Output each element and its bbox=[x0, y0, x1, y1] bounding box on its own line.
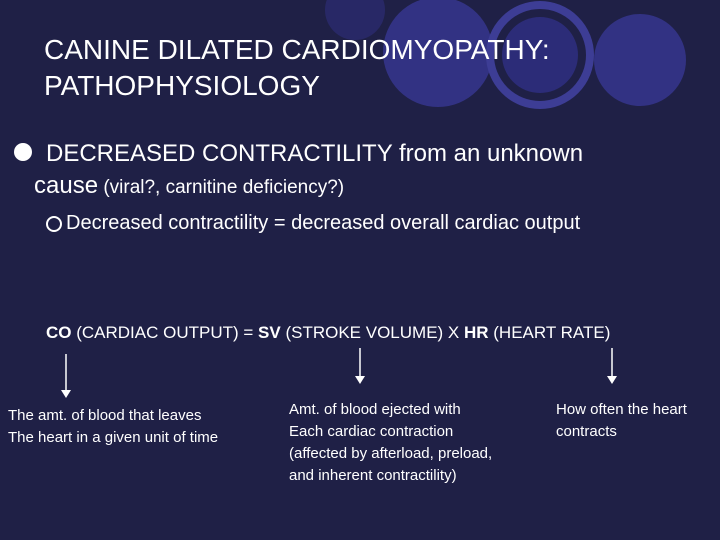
main-bullet-causes-list: (viral?, carnitine deficiency?) bbox=[98, 177, 345, 198]
formula-co-full: (CARDIAC OUTPUT) = bbox=[71, 323, 259, 342]
main-bullet-line-1: DECREASED CONTRACTILITY from an unknown bbox=[46, 140, 584, 167]
definition-cardiac-output bbox=[8, 405, 218, 449]
definition-co-line-2: The heart in a given unit of time bbox=[8, 429, 219, 446]
definition-co-line-1: The amt. of blood that leaves bbox=[8, 407, 202, 424]
bullet-ring-icon bbox=[46, 216, 62, 232]
bullet-dot-icon bbox=[14, 143, 32, 161]
definition-sv-line-3: (affected by afterload, preload, bbox=[289, 445, 493, 462]
definition-hr-line-1: How often the heart bbox=[556, 401, 687, 418]
title-line-1: CANINE DILATED CARDIOMYOPATHY: bbox=[44, 34, 550, 65]
arrow-down-icon bbox=[352, 346, 368, 386]
page-title bbox=[44, 32, 684, 104]
formula-hr-abbr: HR bbox=[463, 323, 489, 342]
definition-hr-line-2: contracts bbox=[556, 423, 617, 440]
title-line-2: PATHOPHYSIOLOGY bbox=[44, 70, 320, 101]
definition-heart-rate bbox=[556, 399, 687, 443]
formula-co-abbr: CO bbox=[46, 323, 72, 342]
definition-stroke-volume bbox=[289, 399, 492, 487]
main-bullet-cause: cause bbox=[34, 172, 99, 199]
definition-sv-line-4: and inherent contractility) bbox=[289, 467, 457, 484]
arrow-down-icon bbox=[58, 352, 74, 400]
formula-sv-abbr: SV bbox=[258, 323, 281, 342]
main-bullet-line-2 bbox=[34, 170, 344, 204]
arrow-down-icon bbox=[604, 346, 620, 386]
formula-hr-full: (HEART RATE) bbox=[488, 323, 611, 342]
sub-bullet-text: Decreased contractility = decreased overall cardiac output bbox=[66, 212, 581, 234]
formula-sv-full: (STROKE VOLUME) X bbox=[280, 323, 464, 342]
definition-sv-line-2: Each cardiac contraction bbox=[289, 423, 454, 440]
cardiac-output-formula bbox=[46, 322, 610, 344]
definition-sv-line-1: Amt. of blood ejected with bbox=[289, 401, 461, 418]
